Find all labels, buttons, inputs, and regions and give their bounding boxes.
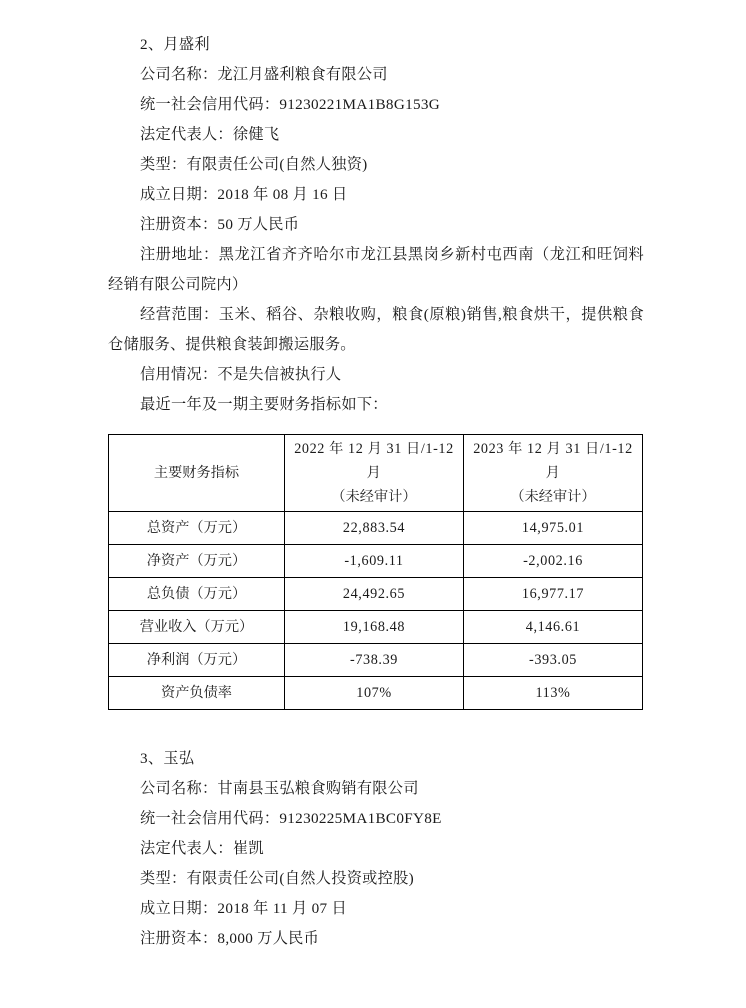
row-label-total-assets: 总资产（万元）	[109, 512, 285, 545]
financial-indicators-table	[108, 434, 643, 710]
row-value-net-assets-2023: -2,002.16	[464, 545, 643, 578]
section-2-legal-representative: 法定代表人：徐健飞	[140, 126, 280, 143]
table-header-period-2022-line1: 2022 年 12 月 31 日/1-12 月	[294, 441, 454, 481]
row-value-total-liabilities-2023: 16,977.17	[464, 578, 643, 611]
table-header-period-2023-line1: 2023 年 12 月 31 日/1-12 月	[473, 441, 633, 481]
table-row	[109, 545, 643, 578]
row-value-operating-revenue-2022: 19,168.48	[285, 611, 464, 644]
document-content	[108, 30, 644, 954]
row-value-net-profit-2022: -738.39	[285, 644, 464, 677]
section-3-registered-capital: 注册资本：8,000 万人民币	[140, 930, 320, 947]
table-header-period-2022-line2: （未经审计）	[331, 489, 417, 505]
row-label-debt-ratio: 资产负债率	[109, 677, 285, 710]
row-value-debt-ratio-2022: 107%	[285, 677, 464, 710]
section-gap-spacer	[108, 710, 644, 744]
section-3-company-name: 公司名称：甘南县玉弘粮食购销有限公司	[140, 780, 419, 797]
row-value-total-assets-2022: 22,883.54	[285, 512, 464, 545]
row-value-net-profit-2023: -393.05	[464, 644, 643, 677]
section-2-company-name: 公司名称：龙江月盛利粮食有限公司	[140, 66, 388, 83]
table-top-spacer	[108, 420, 644, 434]
row-value-total-liabilities-2022: 24,492.65	[285, 578, 464, 611]
section-3-legal-representative: 法定代表人：崔凯	[140, 840, 264, 857]
table-row	[109, 677, 643, 710]
section-2-established-date: 成立日期：2018 年 08 月 16 日	[140, 186, 348, 203]
row-label-net-assets: 净资产（万元）	[109, 545, 285, 578]
section-2-heading: 2、月盛利	[140, 36, 210, 53]
table-header-period-2022	[285, 435, 464, 512]
row-value-debt-ratio-2023: 113%	[464, 677, 643, 710]
table-header-metric: 主要财务指标	[109, 435, 285, 512]
table-header-period-2023-line2: （未经审计）	[510, 489, 596, 505]
section-2-company-type: 类型：有限责任公司(自然人独资)	[140, 156, 368, 173]
section-3-company-type: 类型：有限责任公司(自然人投资或控股)	[140, 870, 415, 887]
row-label-operating-revenue: 营业收入（万元）	[109, 611, 285, 644]
row-label-total-liabilities: 总负债（万元）	[109, 578, 285, 611]
section-2-credit-code: 统一社会信用代码：91230221MA1B8G153G	[140, 96, 441, 113]
section-2-business-scope: 经营范围：玉米、稻谷、杂粮收购，粮食(原粮)销售,粮食烘干，提供粮食仓储服务、提供粮食装卸搬运服务。	[108, 306, 644, 353]
table-row	[109, 578, 643, 611]
row-value-total-assets-2023: 14,975.01	[464, 512, 643, 545]
table-row	[109, 644, 643, 677]
row-value-net-assets-2022: -1,609.11	[285, 545, 464, 578]
section-2-registered-capital: 注册资本：50 万人民币	[140, 216, 300, 233]
table-header-row	[109, 435, 643, 512]
table-row	[109, 512, 643, 545]
section-3-established-date: 成立日期：2018 年 11 月 07 日	[140, 900, 347, 917]
section-3-credit-code: 统一社会信用代码：91230225MA1BC0FY8E	[140, 810, 442, 827]
section-2-financial-intro: 最近一年及一期主要财务指标如下：	[140, 396, 388, 413]
section-2-credit-status: 信用情况：不是失信被执行人	[140, 366, 342, 383]
section-3-heading: 3、玉弘	[140, 750, 195, 767]
row-label-net-profit: 净利润（万元）	[109, 644, 285, 677]
table-row	[109, 611, 643, 644]
row-value-operating-revenue-2023: 4,146.61	[464, 611, 643, 644]
section-2-registered-address: 注册地址：黑龙江省齐齐哈尔市龙江县黑岗乡新村屯西南（龙江和旺饲料经销有限公司院内）	[108, 246, 644, 293]
table-header-period-2023	[464, 435, 643, 512]
